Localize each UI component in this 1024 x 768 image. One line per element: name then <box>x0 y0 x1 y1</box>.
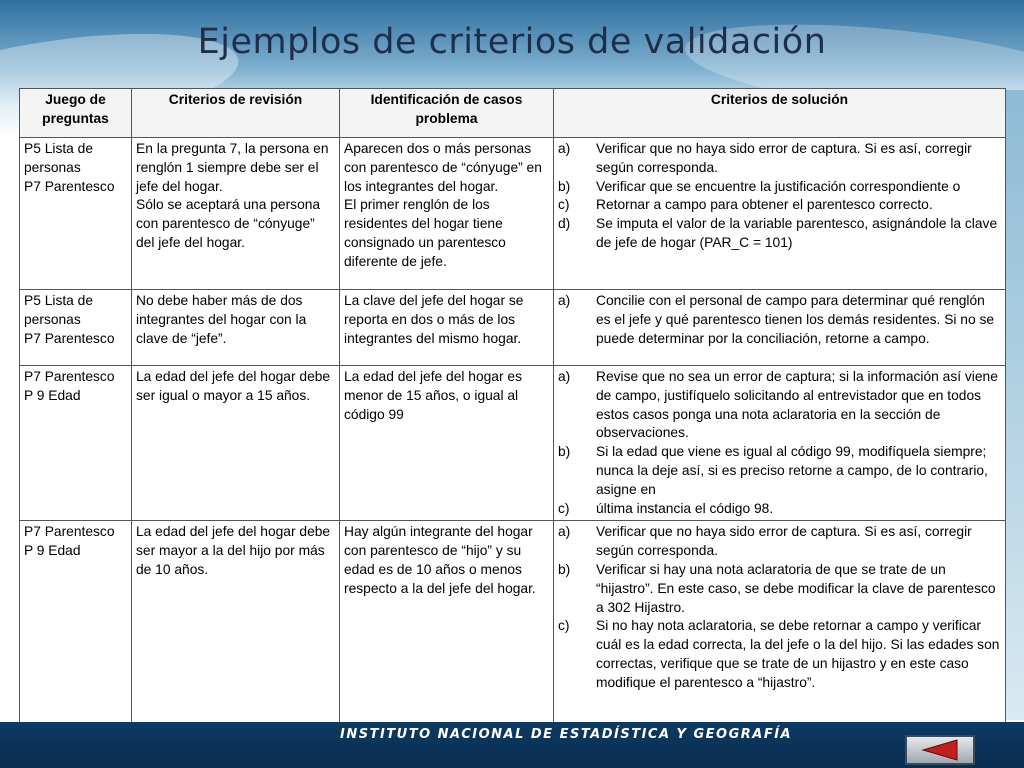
validation-table <box>19 88 1006 729</box>
juego-cell <box>20 138 132 290</box>
solution-text: Revise que no sea un error de captura; si la información así viene de campo, justifíquelo solicitando al entrevistador que en todos estos casos ponga una nota aclaratoria en la sección de observaciones. <box>596 369 998 441</box>
solution-text: Concilie con el personal de campo para determinar qué renglón es el jefe y qué parentesco tienen los demás residentes. Si no se puede determinar por la conciliación, retorne a campo. <box>596 293 995 346</box>
solution-label: c) <box>558 500 570 516</box>
solution-list <box>558 292 1001 348</box>
identificacion-text: Hay algún integrante del hogar con parentesco de “hijo” y su edad es de 10 años o menos respecto a la del jefe del hogar. <box>344 524 536 596</box>
solution-text: Si la edad que viene es igual al código 99, modifíquela siempre; nunca la deje así, si es preciso retorne a campo, de lo contrario, asigne en <box>596 444 988 497</box>
solution-item <box>558 140 1001 178</box>
solution-text: Verificar que no haya sido error de captura. Si es así, corregir según corresponda. <box>596 141 972 175</box>
column-header: Criterios de solución <box>554 89 1006 138</box>
juego-text: P7 Parentesco <box>24 178 115 194</box>
solution-item <box>558 500 1001 519</box>
solution-label: d) <box>558 216 571 232</box>
revision-cell <box>132 366 340 521</box>
solution-label: a) <box>558 141 571 156</box>
solution-text: Retornar a campo para obtener el parentesco correcto. <box>596 197 933 213</box>
revision-text: La edad del jefe del hogar debe ser mayor a la del hijo por más de 10 años. <box>136 524 331 577</box>
revision-text: En la pregunta 7, la persona en renglón 1 siempre debe ser el jefe del hogar. <box>136 141 329 194</box>
identificacion-cell <box>340 138 554 290</box>
identificacion-text: El primer renglón de los residentes del hogar tiene consignado un parentesco diferente de jefe. <box>344 197 506 269</box>
identificacion-text: Aparecen dos o más personas con parentesco de “cónyuge” en los integrantes del hogar. <box>344 141 542 194</box>
solution-label: a) <box>558 369 571 384</box>
back-button[interactable] <box>905 735 975 765</box>
solution-label: b) <box>558 178 571 194</box>
solution-text: última instancia el código 98. <box>596 500 774 516</box>
juego-text: P7 Parentesco <box>24 330 115 346</box>
column-header: Criterios de revisión <box>132 89 340 138</box>
solution-list <box>558 523 1001 692</box>
table-row <box>20 138 1006 290</box>
juego-text: P5 Lista de personas <box>24 293 94 327</box>
revision-text: No debe haber más de dos integrantes del hogar con la clave de “jefe”. <box>136 293 307 346</box>
juego-text: P7 Parentesco <box>24 369 115 384</box>
juego-cell <box>20 290 132 366</box>
solution-text: Verificar si hay una nota aclaratoria de que se trate de un “hijastro”. En este caso, se debe modificar la clave de parentesco a 302 Hijastro. <box>596 561 996 615</box>
decorative-band <box>1006 90 1024 720</box>
juego-cell <box>20 366 132 521</box>
solution-item <box>558 215 1001 253</box>
solution-label: a) <box>558 524 571 540</box>
solution-item <box>558 196 1001 215</box>
table-header-row <box>20 89 1006 138</box>
solution-item <box>558 617 1001 692</box>
identificacion-cell <box>340 366 554 521</box>
table-row <box>20 290 1006 366</box>
identificacion-cell <box>340 521 554 729</box>
solucion-cell <box>554 138 1006 290</box>
solution-item <box>558 292 1001 348</box>
solucion-cell <box>554 521 1006 729</box>
solucion-cell <box>554 290 1006 366</box>
identificacion-text: La edad del jefe del hogar es menor de 15 años, o igual al código 99 <box>344 369 522 422</box>
solution-label: b) <box>558 561 571 577</box>
solucion-cell <box>554 366 1006 521</box>
identificacion-cell <box>340 290 554 366</box>
solution-text: Se imputa el valor de la variable parentesco, asignándole la clave de jefe de hogar (PAR_C = 101) <box>596 216 998 250</box>
revision-cell <box>132 521 340 729</box>
solution-text: Si no hay nota aclaratoria, se debe retornar a campo y verificar cuál es la edad correcta, la del jefe o la del hijo. Si las edades son correctas, verifique que se trate de un hijastro y en este caso modifique el parentesco a “hijastro”. <box>596 618 1000 690</box>
page-title: Ejemplos de criterios de validación <box>197 22 827 62</box>
solution-item <box>558 561 1001 617</box>
juego-text: P7 Parentesco <box>24 524 115 540</box>
solution-item <box>558 443 1001 499</box>
solution-item <box>558 178 1001 197</box>
solution-text: Verificar que no haya sido error de captura. Si es así, corregir según corresponda. <box>596 524 972 559</box>
juego-text: P 9 Edad <box>24 543 81 559</box>
revision-text: Sólo se aceptará una persona con parentesco de “cónyuge” del jefe del hogar. <box>136 197 321 250</box>
solution-list <box>558 368 1001 518</box>
juego-cell <box>20 521 132 729</box>
column-header: Identificación de casos problema <box>340 89 554 138</box>
revision-cell <box>132 290 340 366</box>
juego-text: P 9 Edad <box>24 387 81 403</box>
revision-cell <box>132 138 340 290</box>
solution-label: b) <box>558 444 571 460</box>
table-row <box>20 366 1006 521</box>
column-header: Juego de preguntas <box>20 89 132 138</box>
solution-label: c) <box>558 197 570 213</box>
table-row <box>20 521 1006 729</box>
solution-label: a) <box>558 293 571 308</box>
play-back-icon <box>907 737 973 763</box>
footer-institution: INSTITUTO NACIONAL DE ESTADÍSTICA Y GEOGRAFÍA <box>340 727 793 742</box>
solution-item <box>558 368 1001 443</box>
solution-item <box>558 523 1001 561</box>
identificacion-text: La clave del jefe del hogar se reporta en dos o más de los integrantes del mismo hogar. <box>344 293 524 346</box>
juego-text: P5 Lista de personas <box>24 141 94 175</box>
solution-text: Verificar que se encuentre la justificación correspondiente o <box>596 178 961 194</box>
revision-text: La edad del jefe del hogar debe ser igual o mayor a 15 años. <box>136 369 331 403</box>
solution-list <box>558 140 1001 253</box>
solution-label: c) <box>558 618 570 634</box>
